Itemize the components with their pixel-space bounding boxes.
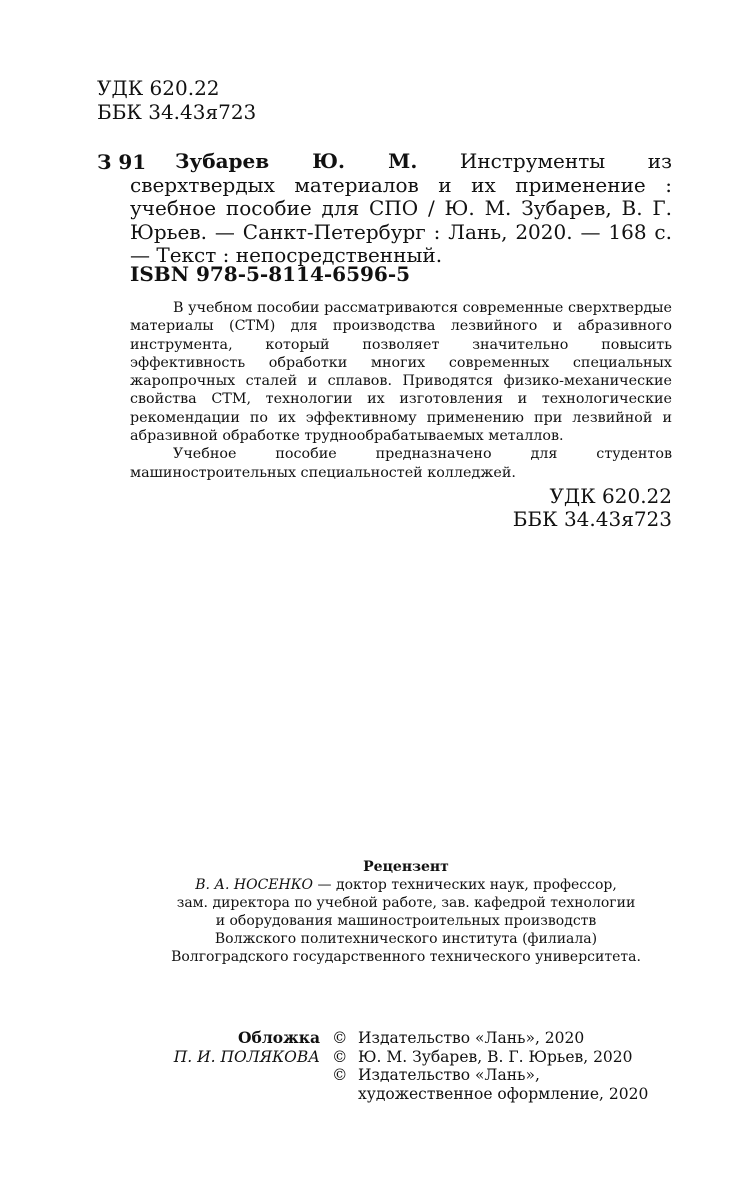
bibliographic-record: [130, 150, 672, 268]
bibliographic-text: Инструменты из сверхтвердых материалов и их применение : учебное пособие для СПО / Ю. М. Зубарев, В. Г. Юрьев. — Санкт-Петербург : Лань, 2020. — 168 с. — Текст : непосредственный.: [130, 149, 672, 267]
reviewer-line: Волжского политехнического института (филиала): [214, 931, 598, 947]
reviewer-line: [150, 876, 662, 894]
cover-designer: П. И. ПОЛЯКОВА: [173, 1047, 320, 1066]
copyright-block: [332, 1029, 648, 1103]
cover-label: Обложка: [238, 1028, 320, 1047]
copyright-icon: ©: [332, 1047, 348, 1066]
copyright-line: [332, 1066, 648, 1085]
reviewer-title: — доктор технических наук, профессор,: [313, 877, 617, 893]
reviewer-name: В. А. НОСЕНКО: [195, 877, 314, 893]
reviewer-line: и оборудования машиностроительных производств: [215, 913, 597, 929]
copyright-text: художественное оформление, 2020: [358, 1084, 649, 1103]
bbk-code: ББК 34.43я723: [97, 100, 257, 124]
classification-bottom: [513, 485, 672, 531]
reviewer-line: зам. директора по учебной работе, зав. кафедрой технологии: [176, 895, 636, 911]
bbk-code: ББК 34.43я723: [512, 507, 672, 531]
author-name: Зубарев Ю. М.: [175, 149, 418, 173]
author-mark: З 91: [97, 150, 147, 174]
copyright-line: [332, 1085, 648, 1104]
copyright-icon: ©: [332, 1029, 348, 1047]
reviewer-line: Волгоградского государственного технического университета.: [171, 949, 641, 965]
classification-top: [97, 76, 256, 124]
copyright-text: Издательство «Лань», 2020: [358, 1029, 585, 1047]
copyright-text: Ю. М. Зубарев, В. Г. Юрьев, 2020: [358, 1047, 633, 1066]
abstract: [130, 299, 672, 482]
abstract-paragraph: Учебное пособие предназначено для студентов машиностроительных специальностей колледжей.: [130, 446, 672, 481]
copyright-line: [332, 1029, 648, 1048]
copyright-text: Издательство «Лань»,: [358, 1066, 540, 1084]
reviewer-heading: Рецензент: [363, 859, 449, 875]
udk-code: УДК 620.22: [97, 76, 220, 100]
reviewer-block: [150, 858, 662, 966]
copyright-line: [332, 1048, 648, 1067]
isbn: ISBN 978-5-8114-6596-5: [130, 262, 411, 286]
cover-credit: [120, 1029, 320, 1066]
udk-code: УДК 620.22: [549, 484, 672, 508]
abstract-paragraph: В учебном пособии рассматриваются современные сверхтвердые материалы (СТМ) для производства лезвийного и абразивного инструмента, который позволяет значительно повысить эффективность обработки многих современных специальных жаропрочных сталей и сплавов. Приводятся физико-механические свойства СТМ, технологии их изготовления и технологические рекомендации по их эффективному применению при лезвийной и абразивной обработке труднообрабатываемых металлов.: [130, 300, 672, 445]
copyright-icon: ©: [332, 1066, 348, 1084]
